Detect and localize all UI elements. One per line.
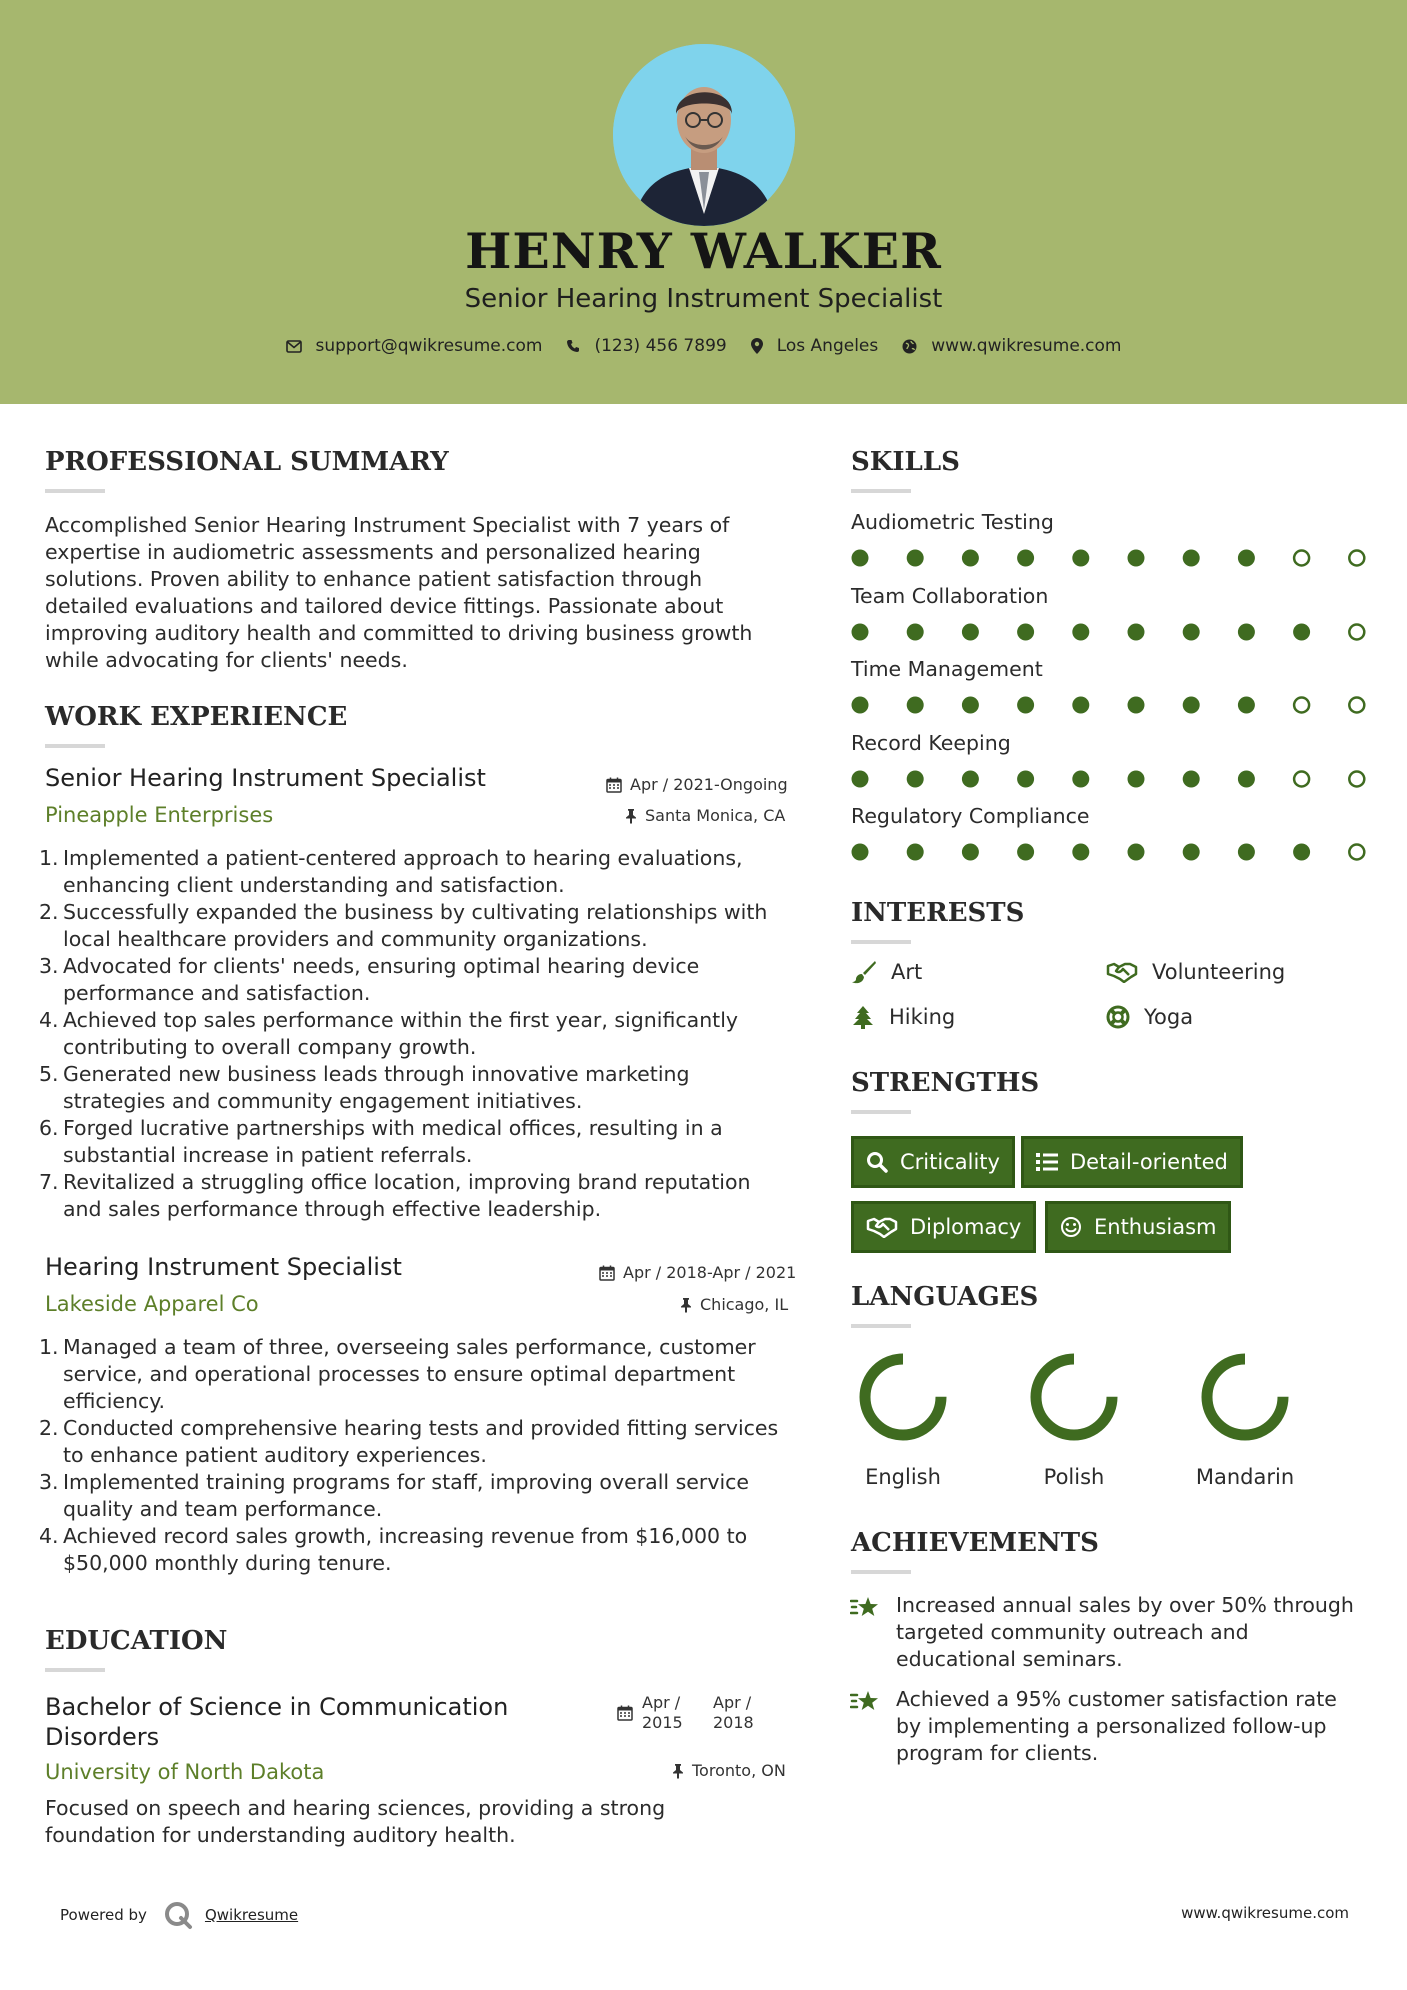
list-item-text: Forged lucrative partnerships with medical offices, resulting in a substantial increase in patient referrals. (63, 1116, 723, 1167)
list-item-text: Conducted comprehensive hearing tests and provided fitting services to enhance patient auditory experiences. (63, 1416, 779, 1467)
interest-label: Yoga (1144, 1005, 1194, 1029)
globe-icon (902, 339, 917, 354)
job-location-text: Santa Monica, CA (645, 806, 786, 825)
rating-dot-filled (1238, 697, 1255, 714)
powered-by-text: Powered by (60, 1906, 147, 1924)
language-label: Mandarin (1195, 1465, 1295, 1489)
section-divider (851, 1570, 911, 1574)
rating-dot-filled (1293, 844, 1310, 861)
pushpin-icon (680, 1297, 692, 1313)
rating-dot-filled (1293, 623, 1310, 640)
rating-dot-filled (962, 770, 979, 787)
rating-dot-filled (962, 623, 979, 640)
rating-dot-filled (1017, 770, 1034, 787)
calendar-icon (606, 777, 622, 793)
achievements-heading: ACHIEVEMENTS (851, 1528, 1099, 1558)
star-achievement-icon (850, 1595, 880, 1621)
job-title: Hearing Instrument Specialist (45, 1253, 402, 1281)
rating-dot-filled (1128, 844, 1145, 861)
degree-line-2: Disorders (45, 1723, 160, 1751)
degree-title (45, 1692, 605, 1752)
rating-dot-empty (1349, 771, 1364, 786)
list-number: 6. (39, 1116, 59, 1140)
strength-label: Detail-oriented (1070, 1150, 1228, 1174)
interest-item (1106, 1005, 1193, 1029)
rating-dot-filled (1017, 623, 1034, 640)
list-item (39, 899, 790, 953)
company-name: Pineapple Enterprises (45, 803, 274, 827)
experience-heading: WORK EXPERIENCE (45, 702, 348, 732)
list-number: 2. (39, 1416, 59, 1440)
footer-branding (60, 1900, 298, 1930)
interest-item (1106, 960, 1285, 984)
strength-label: Criticality (900, 1150, 1000, 1174)
phone-text: (123) 456 7899 (594, 336, 727, 356)
list-number: 4. (39, 1524, 59, 1548)
rating-dot-filled (1017, 697, 1034, 714)
education-heading: EDUCATION (45, 1626, 228, 1656)
person-photo-icon (613, 44, 795, 226)
strength-badge (851, 1201, 1036, 1253)
rating-dot-empty (1349, 845, 1364, 860)
degree-line-1: Bachelor of Science in Communication (45, 1693, 509, 1721)
contact-bar (0, 336, 1407, 356)
list-item (39, 845, 790, 899)
rating-dot-filled (1072, 697, 1089, 714)
list-number: 5. (39, 1062, 59, 1086)
rating-dot-filled (907, 770, 924, 787)
language-gauge (1024, 1347, 1124, 1447)
rating-dot-filled (1238, 770, 1255, 787)
strength-badge (1045, 1201, 1231, 1253)
rating-dot-filled (1128, 697, 1145, 714)
skill-rating (848, 840, 1368, 864)
rating-dot-filled (962, 550, 979, 567)
school-name: University of North Dakota (45, 1760, 325, 1784)
language-label: Polish (1043, 1465, 1105, 1489)
interest-label: Hiking (889, 1005, 956, 1029)
rating-dot-filled (852, 770, 869, 787)
job-location (680, 1295, 788, 1314)
interest-label: Volunteering (1152, 960, 1286, 984)
list-number: 7. (39, 1170, 59, 1194)
skill-name: Record Keeping (851, 730, 1011, 755)
list-item (39, 1415, 790, 1469)
interest-label: Art (891, 960, 923, 984)
qwikresume-logo-icon (163, 1900, 193, 1930)
job-dates-text: Apr / 2018-Apr / 2021 (623, 1263, 797, 1282)
rating-dot-filled (1128, 770, 1145, 787)
company-name: Lakeside Apparel Co (45, 1292, 259, 1316)
rating-dot-filled (1238, 844, 1255, 861)
rating-dot-filled (1128, 550, 1145, 567)
rating-dot-filled (1183, 697, 1200, 714)
list-number: 3. (39, 954, 59, 978)
pushpin-icon (625, 808, 637, 824)
section-divider (851, 1110, 911, 1114)
rating-dot-filled (962, 844, 979, 861)
avatar (613, 44, 795, 226)
job-dates (599, 1263, 796, 1282)
education-location (672, 1761, 786, 1780)
edu-start-month: Apr / (642, 1693, 681, 1712)
rating-dot-filled (907, 623, 924, 640)
rating-dot-filled (852, 623, 869, 640)
edu-end-year: 2018 (713, 1713, 754, 1732)
pushpin-icon (672, 1763, 684, 1779)
language-gauge-arc (1207, 1359, 1283, 1435)
rating-dot-filled (852, 844, 869, 861)
tree-icon (851, 1005, 875, 1029)
skill-rating (848, 546, 1368, 570)
section-divider (851, 940, 911, 944)
map-marker-icon (751, 338, 763, 354)
language-label: English (865, 1465, 941, 1489)
section-divider (45, 744, 105, 748)
star-achievement-icon (850, 1689, 880, 1715)
list-item (39, 1469, 790, 1523)
rating-dot-filled (1017, 844, 1034, 861)
rating-dot-empty (1349, 698, 1364, 713)
rating-dot-filled (1017, 550, 1034, 567)
rating-dot-filled (1072, 623, 1089, 640)
list-number: 1. (39, 1335, 59, 1359)
list-item (39, 1334, 790, 1415)
rating-dot-filled (1183, 550, 1200, 567)
skill-rating (848, 693, 1368, 717)
rating-dot-filled (907, 697, 924, 714)
list-item-text: Successfully expanded the business by cultivating relationships with local healthcare providers and community organizations. (63, 900, 768, 951)
candidate-name: HENRY WALKER (465, 222, 942, 280)
rating-dot-filled (1072, 770, 1089, 787)
rating-dot-filled (907, 550, 924, 567)
rating-dot-filled (1183, 623, 1200, 640)
rating-dot-filled (907, 844, 924, 861)
strength-label: Enthusiasm (1094, 1215, 1217, 1239)
list-number: 1. (39, 846, 59, 870)
smile-icon (1060, 1216, 1082, 1238)
list-item-text: Implemented a patient-centered approach to hearing evaluations, enhancing client understanding and satisfaction. (63, 846, 743, 897)
rating-dot-filled (1238, 623, 1255, 640)
contact-phone[interactable] (566, 336, 726, 356)
list-number: 4. (39, 1008, 59, 1032)
section-divider (45, 1668, 105, 1672)
lifering-icon (1106, 1005, 1130, 1029)
interest-item (851, 1005, 955, 1029)
language-gauge-arc (1036, 1359, 1112, 1435)
location-text: Los Angeles (776, 336, 879, 356)
job-location (625, 806, 785, 825)
list-item (39, 1061, 790, 1115)
contact-email[interactable] (286, 336, 543, 356)
language-gauge (853, 1347, 953, 1447)
email-text: support@qwikresume.com (315, 336, 543, 356)
rating-dot-empty (1294, 771, 1309, 786)
education-description: Focused on speech and hearing sciences, providing a strong foundation for understanding auditory health. (45, 1796, 666, 1847)
list-item-text: Generated new business leads through innovative marketing strategies and community engagement initiatives. (63, 1062, 690, 1113)
brand-link[interactable]: Qwikresume (204, 1906, 299, 1924)
job-title: Senior Hearing Instrument Specialist (45, 764, 486, 792)
skills-heading: SKILLS (851, 447, 960, 477)
summary-heading: PROFESSIONAL SUMMARY (45, 447, 449, 477)
skill-name: Time Management (851, 657, 1043, 681)
skill-name: Regulatory Compliance (851, 804, 1090, 828)
list-item-text: Implemented training programs for staff, improving overall service quality and team performance. (63, 1470, 750, 1521)
language-gauge-arc (865, 1359, 941, 1435)
education-location-text: Toronto, ON (692, 1761, 786, 1780)
job-location-text: Chicago, IL (700, 1295, 789, 1314)
rating-dot-empty (1349, 624, 1364, 639)
list-number: 3. (39, 1470, 59, 1494)
list-item-text: Managed a team of three, overseeing sales performance, customer service, and operational processes to ensure optimal department efficiency. (63, 1335, 756, 1413)
list-number: 2. (39, 900, 59, 924)
achievement-text: Achieved a 95% customer satisfaction rate by implementing a personalized follow-up program for clients. (896, 1687, 1337, 1765)
interest-item (851, 960, 922, 984)
achievement-text: Increased annual sales by over 50% through targeted community outreach and educational seminars. (896, 1593, 1354, 1671)
list-item-text: Achieved record sales growth, increasing revenue from $16,000 to $50,000 monthly during tenure. (63, 1524, 748, 1575)
resume-header (0, 0, 1407, 404)
section-divider (851, 1324, 911, 1328)
paintbrush-icon (851, 960, 877, 984)
rating-dot-filled (962, 697, 979, 714)
envelope-icon (286, 340, 302, 353)
calendar-icon (599, 1265, 615, 1281)
list-item-text: Achieved top sales performance within the first year, significantly contributing to overall company growth. (63, 1008, 739, 1059)
edu-end-month: Apr / (713, 1693, 752, 1712)
candidate-title: Senior Hearing Instrument Specialist (464, 284, 943, 314)
language-gauge (1195, 1347, 1295, 1447)
list-item (39, 1523, 790, 1577)
strength-badge (1021, 1136, 1243, 1188)
strength-label: Diplomacy (910, 1215, 1022, 1239)
list-item (39, 1169, 790, 1223)
rating-dot-filled (1072, 844, 1089, 861)
list-item (39, 1007, 790, 1061)
rating-dot-empty (1294, 698, 1309, 713)
phone-icon (566, 339, 580, 353)
list-item (39, 1115, 790, 1169)
list-icon (1036, 1152, 1058, 1172)
calendar-icon (617, 1705, 633, 1721)
handshake-icon (1106, 961, 1138, 983)
rating-dot-empty (1349, 551, 1364, 566)
rating-dot-empty (1294, 551, 1309, 566)
summary-text: Accomplished Senior Hearing Instrument Specialist with 7 years of expertise in audiometric assessments and personalized hearing solutions. Proven ability to enhance patient satisfaction through detailed evaluations and tailored device fittings. Passionate about improving auditory health and committed to driving business growth while advocating for clients' needs. (45, 513, 753, 672)
job-dates-text: Apr / 2021-Ongoing (630, 775, 788, 794)
list-item-text: Revitalized a struggling office location, improving brand reputation and sales performance through effective leadership. (63, 1170, 751, 1221)
rating-dot-filled (1072, 550, 1089, 567)
rating-dot-filled (1183, 844, 1200, 861)
job-bullets (39, 845, 790, 1223)
list-item-text: Advocated for clients' needs, ensuring optimal hearing device performance and satisfaction. (63, 954, 700, 1005)
list-item (39, 953, 790, 1007)
languages-heading: LANGUAGES (851, 1282, 1039, 1312)
job-dates (606, 775, 788, 794)
section-divider (45, 489, 105, 493)
search-icon (866, 1151, 888, 1173)
skill-rating (848, 767, 1368, 791)
rating-dot-filled (1183, 770, 1200, 787)
rating-dot-filled (1238, 550, 1255, 567)
edu-start-year: 2015 (642, 1713, 683, 1732)
handshake-icon (866, 1216, 898, 1238)
skill-name: Team Collaboration (851, 583, 1049, 608)
contact-location (751, 336, 879, 356)
interests-heading: INTERESTS (851, 898, 1025, 928)
strength-badge (851, 1136, 1015, 1188)
rating-dot-filled (852, 550, 869, 567)
footer-site-link[interactable]: www.qwikresume.com (1181, 1904, 1349, 1922)
skill-rating (848, 620, 1368, 644)
section-divider (851, 489, 911, 493)
strengths-heading: STRENGTHS (851, 1068, 1040, 1098)
skill-name: Audiometric Testing (851, 510, 1054, 534)
website-text: www.qwikresume.com (931, 336, 1122, 356)
job-bullets (39, 1334, 790, 1577)
rating-dot-filled (1128, 623, 1145, 640)
rating-dot-filled (852, 697, 869, 714)
contact-website[interactable] (902, 336, 1121, 356)
